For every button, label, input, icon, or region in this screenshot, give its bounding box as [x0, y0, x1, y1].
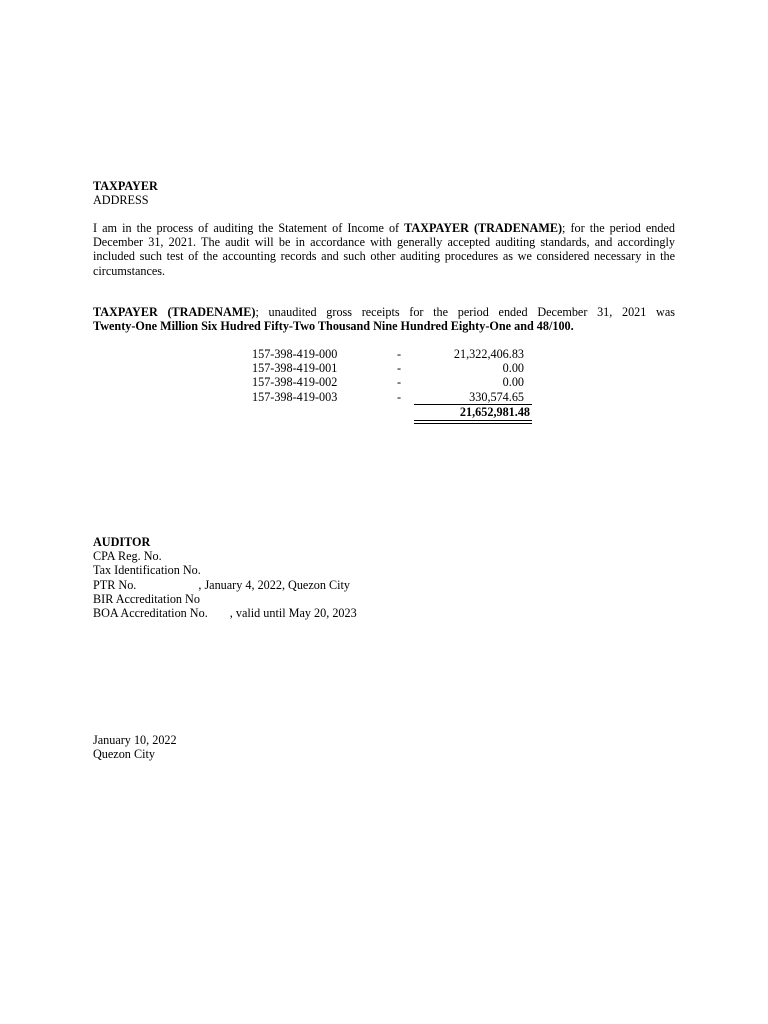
- cpa-reg-line: CPA Reg. No.: [93, 549, 162, 564]
- recipient-block: [93, 179, 158, 207]
- auditor-title: AUDITOR: [93, 535, 151, 549]
- gross-receipts-line: [93, 305, 675, 319]
- total-amount: 21,652,981.48: [459, 404, 530, 419]
- ptr-line: [93, 578, 357, 592]
- tin-line: Tax Identification No.: [93, 563, 201, 578]
- separator-dash: -: [397, 347, 402, 361]
- total-double-rule: [414, 420, 532, 424]
- bir-line: BIR Accreditation No: [93, 591, 200, 606]
- tin-number: 157-398-419-003: [252, 389, 338, 404]
- receipt-amount: 21,322,406.83: [453, 347, 524, 361]
- recipient-address: ADDRESS: [93, 193, 149, 208]
- total-row: [252, 404, 532, 418]
- tin-number: 157-398-419-000: [252, 347, 338, 361]
- boa-label: BOA Accreditation No.: [93, 605, 208, 620]
- signoff-place: Quezon City: [93, 747, 155, 762]
- audit-paragraph: [93, 221, 675, 278]
- boa-detail: , valid until May 20, 2023: [229, 605, 357, 620]
- gross-receipts-paragraph: [93, 305, 675, 333]
- audit-paragraph-entity: TAXPAYER (TRADENAME): [404, 221, 563, 235]
- table-row: [252, 347, 532, 361]
- receipt-amount: 0.00: [502, 361, 524, 376]
- separator-dash: -: [397, 375, 402, 390]
- separator-dash: -: [397, 389, 402, 404]
- ptr-label: PTR No.: [93, 577, 137, 592]
- ptr-detail: , January 4, 2022, Quezon City: [198, 577, 350, 592]
- table-row: [252, 361, 532, 375]
- table-row: [252, 375, 532, 389]
- receipts-table: [252, 347, 532, 418]
- signoff-date: January 10, 2022: [93, 733, 177, 747]
- signoff-block: [93, 733, 177, 761]
- boa-line: [93, 606, 357, 620]
- auditor-block: [93, 535, 357, 620]
- audit-paragraph-body: ; for the period ended December 31, 2021. The audit will be in accordance with generally accepted auditing standards, and accordingly included such test of the accounting records and such other auditing procedures as we considered necessary in the circumstances.: [93, 221, 675, 278]
- receipt-amount: 330,574.65: [469, 389, 524, 404]
- receipt-amount: 0.00: [502, 375, 524, 390]
- tin-number: 157-398-419-001: [252, 361, 338, 376]
- audit-paragraph-intro: I am in the process of auditing the Statement of Income of: [93, 221, 405, 235]
- separator-dash: -: [397, 361, 402, 376]
- gross-receipts-amount-words: Twenty-One Million Six Hudred Fifty-Two Thousand Nine Hundred Eighty-One and 48/100.: [93, 319, 574, 334]
- gross-receipts-entity: TAXPAYER (TRADENAME): [93, 305, 256, 319]
- tin-number: 157-398-419-002: [252, 375, 338, 390]
- table-row: [252, 390, 532, 404]
- recipient-name: TAXPAYER: [93, 179, 158, 193]
- gross-receipts-text: ; unaudited gross receipts for the period ended December 31, 2021 was: [255, 305, 676, 319]
